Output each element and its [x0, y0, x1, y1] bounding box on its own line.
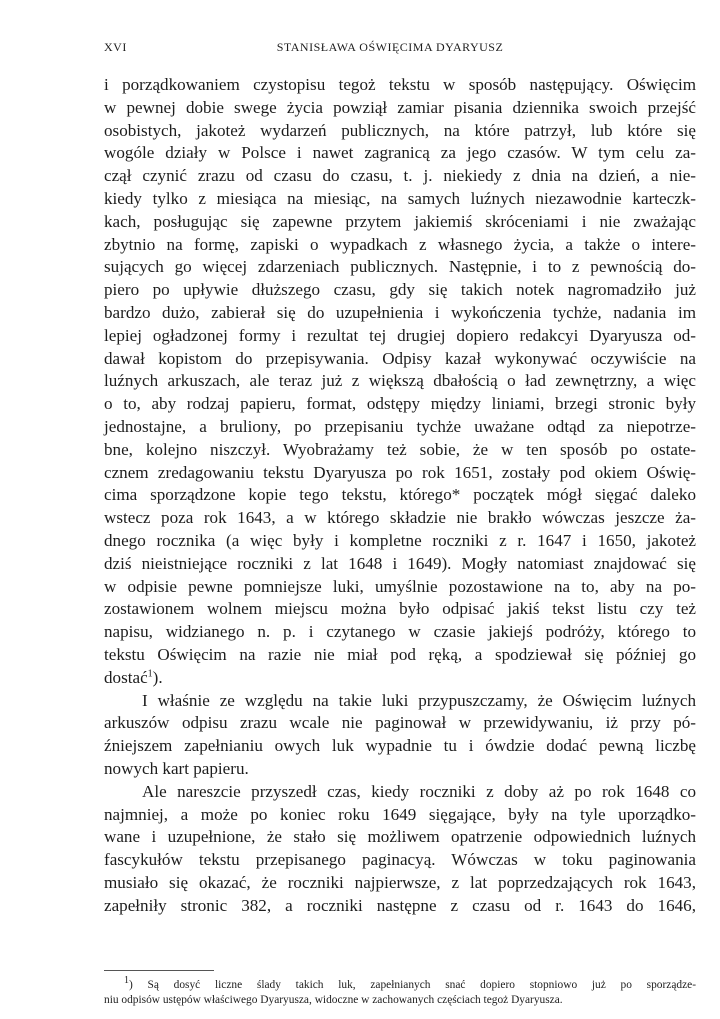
text-line: I właśnie ze względu na takie luki przypuszczamy, że Oświęcim luźnych: [142, 690, 696, 710]
text-line: cima sporządzone kopie tego tekstu, którego* początek mógł sięgać daleko: [104, 485, 696, 505]
footnote-line: [104, 975, 696, 993]
text-line: cznem zredagowaniu tekstu Dyaryusza po rok 1651, zostały pod okiem Oświę-: [104, 462, 696, 482]
text-line: fascykułów tekstu przepisanego paginacyą. Wówczas w toku paginowania: [104, 850, 696, 870]
text-line: najmniej, a może po koniec roku 1649 sięgające, były na tyle uporządko-: [104, 804, 696, 824]
footnote-line: niu odpisów ustępów właściwego Dyaryusza, widoczne w zachowanych częściach tegoż Dyaryusza.: [104, 994, 563, 1006]
text-line: osobistych, jakoteż wydarzeń publicznych, na które patrzył, lub które się: [104, 120, 696, 140]
running-head: [104, 40, 676, 60]
paragraph-3: [104, 781, 696, 918]
text-line: luźnych arkuszach, ale teraz już z większą dbałością o ład zewnętrzny, a więc: [104, 371, 696, 391]
text-line: napisu, widzianego n. p. i czytanego w czasie jakiejś podróży, którego to: [104, 622, 696, 642]
text-line: nowych kart papieru.: [104, 758, 249, 778]
text-line: dziś nieistniejące roczniki z lat 1648 i 1649). Mogły natomiast znajdować się: [104, 553, 696, 573]
text-line: zbytnio na formę, zapiski o wypadkach z własnego życia, a także o intere-: [104, 234, 696, 254]
text-line: Ale nareszcie przyszedł czas, kiedy roczniki z doby aż po rok 1648 co: [142, 781, 696, 801]
footnote: [104, 975, 696, 1008]
text-line: kiedy tylko z miesiąca na miesiąc, na samych luźnych niezawodnie karteczk-: [104, 188, 696, 208]
text-line: sujących go więcej zdarzeniach publicznych. Następnie, i to z pewnością do-: [104, 257, 696, 277]
text-line: wogóle działy w Polsce i nawet zagranicą za jego czasów. W tym celu za-: [104, 143, 696, 163]
text-line: jednostajne, a bruliony, po przepisaniu tychże uważane odtąd za niepotrze-: [104, 416, 696, 436]
text-line: piero po upływie dłuższego czasu, gdy się takich notek nagromadziło już: [104, 280, 696, 300]
text-line: źniejszem zapełnianiu owych luk wypadnie tu i ówdzie dodać pewną liczbę: [104, 736, 696, 756]
paragraph-2: [104, 690, 696, 781]
text-line: arkuszów odpisu zrazu wcale nie paginował w przewidywaniu, iż przy pó-: [104, 713, 696, 733]
body-text: [104, 74, 696, 917]
text-line: bne, kolejno niszczył. Wyobrażamy też sobie, że w ten sposób po ostate-: [104, 439, 696, 459]
text-line: dawał kopistom do przepisywania. Odpisy kazał wykonywać oczywiście na: [104, 348, 696, 368]
footnote-reference: 1: [147, 668, 153, 680]
text-fragment: dostać: [104, 667, 148, 687]
text-fragment: ).: [152, 667, 163, 687]
text-line: wane i uzupełnione, że stało się możliwem opatrzenie odpowiednich luźnych: [104, 827, 696, 847]
text-fragment: ) Są dosyć liczne ślady takich luk, zapełnianych snać dopiero stopniowo już po sporządze-: [129, 979, 696, 991]
text-line: tekstu Oświęcim na razie nie miał pod ręką, a spodziewał się później go: [104, 644, 696, 664]
paragraph-1: [104, 74, 696, 690]
text-line: musiało się okazać, że roczniki najpierwsze, z lat poprzedzających rok 1643,: [104, 872, 696, 892]
footnote-divider: [104, 970, 214, 971]
text-line: czął czynić zrazu od czasu do czasu, t. j. niekiedy z dnia na dzień, a nie-: [104, 166, 696, 186]
text-line: zostawionem wolnem miejscu można było odpisać jakiś tekst listu czy też: [104, 599, 696, 619]
footnote-mark: 1: [124, 975, 129, 987]
text-line: i porządkowaniem czystopisu tegoż tekstu w sposób następujący. Oświęcim: [104, 75, 696, 94]
text-line: lepiej ogładzonej formy i rezultat tej drugiej dopiero redakcyi Dyaryusza od-: [104, 325, 696, 345]
text-line: wstecz poza rok 1643, a w którego składzie nie brakło wówczas jeszcze ża-: [104, 508, 696, 528]
page-number: XVI: [104, 40, 127, 54]
text-line: w pewnej dobie swege życia powziął zamiar pisania dziennika swoich przejść: [104, 97, 696, 117]
text-line: [104, 667, 696, 690]
text-line: bardzo dużo, zabierał się do uzupełnienia i wykończenia tychże, nadania im: [104, 302, 696, 322]
text-line: w odpisie pewne pomniejsze luki, umyślnie pozostawione na to, aby na po-: [104, 576, 696, 596]
text-line: dnego rocznika (a więc były i kompletne roczniki z r. 1647 i 1650, jakoteż: [104, 530, 696, 550]
text-line: o to, aby rodzaj papieru, format, odstępy między liniami, brzegi stronic były: [104, 394, 696, 414]
text-line: zapełniły stronic 382, a roczniki następne z czasu od r. 1643 do 1646,: [104, 895, 696, 915]
text-line: kach, posługując się zapewne przytem jakiemiś skróceniami i nie zważając: [104, 211, 696, 231]
header-title: STANISŁAWA OŚWIĘCIMA DYARYUSZ: [276, 40, 504, 54]
